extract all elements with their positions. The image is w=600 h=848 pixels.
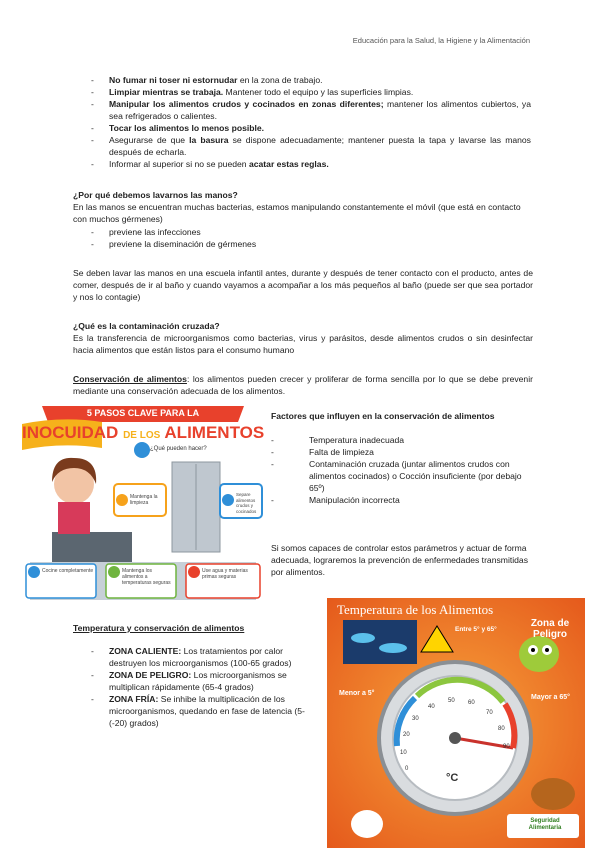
step-label: Cocine completamente xyxy=(42,568,94,574)
handwash-list xyxy=(91,226,491,250)
rule-item: - Asegurarse de que la basura se dispone adecuadamente; mantener puesta la tapa y lavarse las manos después de echarla. xyxy=(91,134,531,158)
dial-tick-label: 10 xyxy=(400,750,407,756)
unit-label: °C xyxy=(446,772,459,784)
dial-tick-label: 90 xyxy=(503,744,510,750)
infographic-banner: 5 PASOS CLAVE PARA LA xyxy=(86,408,200,418)
temperature-item: - ZONA CALIENTE: Los tratamientos por calor destruyen los microorganismos (100-65 grados) xyxy=(91,645,321,669)
dial-tick-label: 20 xyxy=(403,732,410,738)
conservation-paragraph: Conservación de alimentos: los alimentos pueden crecer y proliferar de forma sencilla por lo que se debe prevenir mediante una conservación adecuada de los alimentos. xyxy=(73,374,533,396)
infographic-question: ¿Qué pueden hacer? xyxy=(150,446,207,452)
factors-paragraph: Si somos capaces de controlar estos parámetros y actuar de forma adecuada, lograremos la prevención de enfermedades transmitidas por alimentos. xyxy=(271,543,529,577)
mayor-label: Mayor a 65° xyxy=(531,694,570,701)
dial-tick-label: 70 xyxy=(486,710,493,716)
dial-tick-label: 50 xyxy=(448,698,455,704)
step-label: Use agua y materias primas seguras xyxy=(202,568,248,580)
step-label: Mantenga los alimentos a temperaturas seguras xyxy=(122,568,171,586)
factor-item: - Contaminación cruzada (juntar alimentos crudos con alimentos cocinados) o Cocción insuficiente (por debajo 65º) xyxy=(271,458,533,494)
page-header: Educación para la Salud, la Higiene y la Alimentación xyxy=(352,36,530,45)
conservation-label: Conservación de alimentos xyxy=(73,374,187,384)
temperature-item: - ZONA DE PELIGRO: Los microorganismos se multiplican rápidamente (65-4 grados) xyxy=(91,669,321,693)
handwash-heading: ¿Por qué debemos lavarnos las manos? xyxy=(73,190,238,200)
handwash-intro: En las manos se encuentran muchas bacterias, estamos manipulando constantemente el móvil (que está en contacto con muchos gérmenes) xyxy=(73,202,521,224)
rule-item: - Limpiar mientras se trabaja. Mantener todo el equipo y las superficies limpias. xyxy=(91,86,531,98)
dial-tick-label: 60 xyxy=(468,700,475,706)
handwash-item: - previene la diseminación de gérmenes xyxy=(91,238,491,250)
rule-item: - No fumar ni toser ni estornudar en la zona de trabajo. xyxy=(91,74,531,86)
handwash-paragraph: Se deben lavar las manos en una escuela infantil antes, durante y después de tener contacto con el producto, antes de comer, después de ir al baño y cuando vayamos a acompañar a los más pequeños al baño (puede ser que sea portador y nos lo contagie) xyxy=(73,268,533,302)
food-safety-infographic xyxy=(22,402,264,602)
cross-text: Es la transferencia de microorganismos como bacterias, virus y parásitos, desde alimentos crudos o sin desinfectar hacia alimentos que están listos para el consumo humano xyxy=(73,333,533,355)
dial-tick-label: 0 xyxy=(405,766,409,772)
temperature-infographic xyxy=(327,598,585,848)
factor-item: - Manipulación incorrecta xyxy=(271,494,533,506)
dial-tick-label: 30 xyxy=(412,716,419,722)
zona-peligro-label: Zona de Peligro xyxy=(530,618,570,640)
cross-heading: ¿Qué es la contaminación cruzada? xyxy=(73,321,220,331)
factor-item: - Falta de limpieza xyxy=(271,446,533,458)
infographic-title: INOCUIDAD DE LOS ALIMENTOS xyxy=(22,423,264,442)
factors-heading: Factores que influyen en la conservación de alimentos xyxy=(271,411,495,421)
temp-chart-title: Temperatura de los Alimentos xyxy=(337,602,494,617)
handwash-item: - previene las infecciones xyxy=(91,226,491,238)
hygiene-rules-list xyxy=(91,74,531,170)
logo-label: Seguridad Alimentaria xyxy=(528,818,562,831)
step-label: Separe alimentos crudos y cocinados xyxy=(236,492,257,514)
dial-tick-label: 80 xyxy=(498,726,505,732)
factors-list xyxy=(271,434,533,506)
step-label: Mantenga la limpieza xyxy=(130,494,158,506)
dial-tick-label: 40 xyxy=(428,704,435,710)
temperature-item: - ZONA FRÍA: Se inhibe la multiplicación de los microorganismos, quedando en fase de latencia (5-(-20) grados) xyxy=(91,693,321,729)
factor-item: - Temperatura inadecuada xyxy=(271,434,533,446)
rule-item: - Manipular los alimentos crudos y cocinados en zonas diferentes; mantener los alimentos cubiertos, ya sea refrigerados o calientes. xyxy=(91,98,531,122)
rule-item: - Informar al superior si no se pueden acatar estas reglas. xyxy=(91,158,531,170)
temperature-heading: Temperatura y conservación de alimentos xyxy=(73,623,245,633)
menor-label: Menor a 5° xyxy=(339,690,375,697)
temperature-list xyxy=(91,645,321,729)
entre-label: Entre 5° y 65° xyxy=(455,626,497,633)
rule-item: - Tocar los alimentos lo menos posible. xyxy=(91,122,531,134)
